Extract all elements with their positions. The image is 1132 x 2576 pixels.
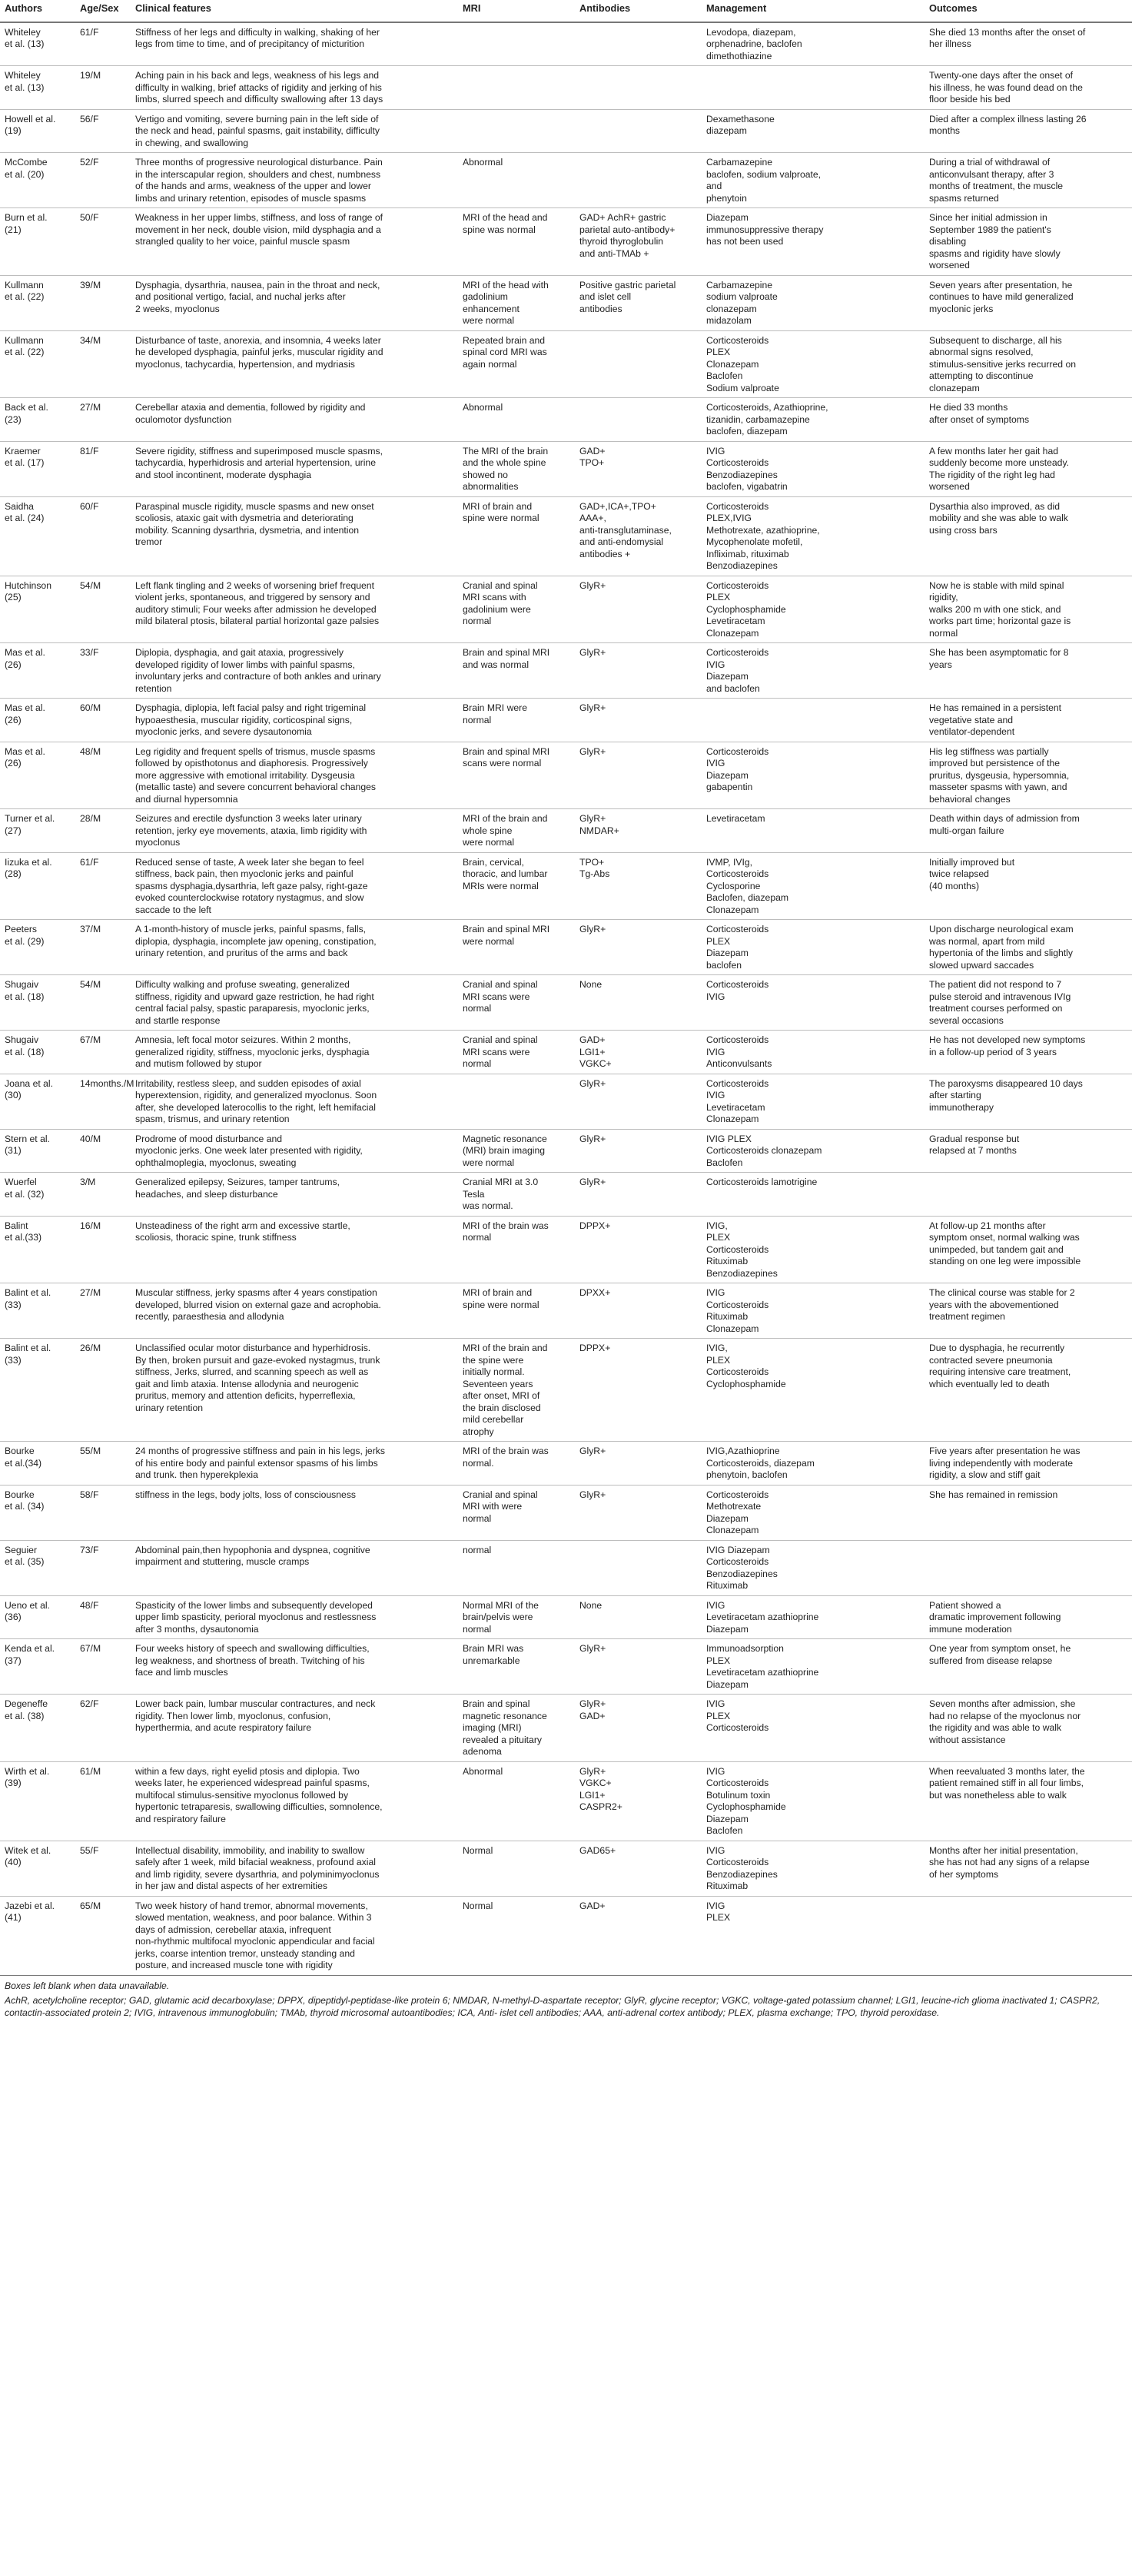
cell-mri: Cranial and spinal MRI scans were normal [458, 975, 575, 1031]
cell-age-sex: 39/M [75, 275, 131, 330]
cell-authors: Hutchinson (25) [0, 576, 75, 643]
cell-age-sex: 54/M [75, 975, 131, 1031]
table-row [0, 1595, 1132, 1639]
cell-mri: MRI of the head with gadolinium enhancement were normal [458, 275, 575, 330]
table-row [0, 699, 1132, 742]
table-row [0, 496, 1132, 576]
cell-antibodies [575, 109, 702, 153]
cell-authors: Whiteley et al. (13) [0, 22, 75, 66]
table-row [0, 920, 1132, 975]
cell-age-sex: 37/M [75, 920, 131, 975]
cell-mri: MRI of the brain and the spine were initially normal. Seventeen years after onset, MRI of the brain disclosed mild cerebellar atrophy [458, 1339, 575, 1442]
cell-age-sex: 54/M [75, 576, 131, 643]
cell-management: Corticosteroids IVIG Diazepam and baclofen [702, 643, 925, 699]
cell-antibodies: GlyR+ [575, 699, 702, 742]
cell-antibodies: GlyR+ [575, 576, 702, 643]
cell-management: Dexamethasone diazepam [702, 109, 925, 153]
cell-clinical-features: Abdominal pain,then hypophonia and dyspnea, cognitive impairment and stuttering, muscle cramps [131, 1540, 458, 1595]
table-row [0, 742, 1132, 809]
cell-authors: Saidha et al. (24) [0, 496, 75, 576]
cell-clinical-features: Prodrome of mood disturbance and myoclonic jerks. One week later presented with rigidity, ophthalmoplegia, myoclonus, sweating [131, 1129, 458, 1173]
cell-antibodies [575, 398, 702, 442]
cell-outcomes: Now he is stable with mild spinal rigidity, walks 200 m with one stick, and works part time; horizontal gaze is normal [925, 576, 1132, 643]
cell-outcomes: A few months later her gait had suddenly become more unsteady. The rigidity of the right leg had worsened [925, 441, 1132, 496]
cell-mri: Cranial and spinal MRI scans with gadolinium were normal [458, 576, 575, 643]
cell-management: Corticosteroids PLEX Cyclophosphamide Levetiracetam Clonazepam [702, 576, 925, 643]
cell-management: IVIG PLEX Corticosteroids clonazepam Baclofen [702, 1129, 925, 1173]
cell-authors: Jazebi et al. (41) [0, 1896, 75, 1975]
cell-antibodies: GAD+ TPO+ [575, 441, 702, 496]
cell-age-sex: 50/F [75, 208, 131, 276]
cell-management: IVIG Levetiracetam azathioprine Diazepam [702, 1595, 925, 1639]
table-row [0, 1695, 1132, 1762]
table-row [0, 1074, 1132, 1129]
cell-outcomes: He died 33 months after onset of symptoms [925, 398, 1132, 442]
cell-management: IVIG, PLEX Corticosteroids Cyclophosphamide [702, 1339, 925, 1442]
cell-authors: Degeneffe et al. (38) [0, 1695, 75, 1762]
cell-outcomes: Upon discharge neurological exam was normal, apart from mild hypertonia of the limbs and slightly slowed upward saccades [925, 920, 1132, 975]
table-header [0, 0, 1132, 22]
cell-mri: Magnetic resonance (MRI) brain imaging were normal [458, 1129, 575, 1173]
cell-antibodies: Positive gastric parietal and islet cell antibodies [575, 275, 702, 330]
table-row [0, 153, 1132, 208]
table-row [0, 330, 1132, 398]
table-row [0, 1283, 1132, 1339]
cell-management: IVIG Corticosteroids Botulinum toxin Cyclophosphamide Diazepam Baclofen [702, 1761, 925, 1841]
cell-mri [458, 109, 575, 153]
cell-outcomes: Twenty-one days after the onset of his illness, he was found dead on the floor beside his bed [925, 66, 1132, 110]
cell-management: Corticosteroids IVIG Anticonvulsants [702, 1031, 925, 1074]
cell-antibodies: GlyR+ GAD+ [575, 1695, 702, 1762]
cell-management: Corticosteroids lamotrigine [702, 1173, 925, 1217]
cell-antibodies: None [575, 1595, 702, 1639]
cell-clinical-features: Unsteadiness of the right arm and excessive startle, scoliosis, thoracic spine, trunk stiffness [131, 1216, 458, 1283]
table-body [0, 22, 1132, 1976]
cell-age-sex: 28/M [75, 809, 131, 853]
cell-age-sex: 27/M [75, 398, 131, 442]
cell-age-sex: 62/F [75, 1695, 131, 1762]
cell-mri: Abnormal [458, 398, 575, 442]
cell-outcomes: She died 13 months after the onset of her illness [925, 22, 1132, 66]
table-row [0, 1896, 1132, 1975]
cell-outcomes: One year from symptom onset, he suffered from disease relapse [925, 1639, 1132, 1695]
cell-clinical-features: Leg rigidity and frequent spells of trismus, muscle spasms followed by opisthotonus and diaphoresis. Progressively more aggressive with emotional irritability. Dysgeusia (metallic taste) and severe concurrent behavioral changes and diurnal hypersomnia [131, 742, 458, 809]
cell-clinical-features: 24 months of progressive stiffness and pain in his legs, jerks of his entire body and painful extensor spasms of his limbs and trunk. then hyperekplexia [131, 1442, 458, 1486]
cell-antibodies: GlyR+ VGKC+ LGI1+ CASPR2+ [575, 1761, 702, 1841]
cell-mri: MRI of the brain was normal. [458, 1442, 575, 1486]
cell-clinical-features: Vertigo and vomiting, severe burning pain in the left side of the neck and head, painful spasms, gait instability, difficulty in chewing, and swallowing [131, 109, 458, 153]
cell-mri: MRI of the brain was normal [458, 1216, 575, 1283]
cell-outcomes [925, 1540, 1132, 1595]
cell-mri: Brain and spinal magnetic resonance imaging (MRI) revealed a pituitary adenoma [458, 1695, 575, 1762]
cell-outcomes: Initially improved but twice relapsed (40 months) [925, 852, 1132, 920]
cell-mri: Brain, cervical, thoracic, and lumbar MRIs were normal [458, 852, 575, 920]
cell-age-sex: 55/F [75, 1841, 131, 1896]
cell-mri [458, 1074, 575, 1129]
cell-antibodies: GlyR+ NMDAR+ [575, 809, 702, 853]
cell-authors: Shugaiv et al. (18) [0, 1031, 75, 1074]
cell-age-sex: 67/M [75, 1031, 131, 1074]
cell-age-sex: 61/F [75, 22, 131, 66]
cell-clinical-features: Stiffness of her legs and difficulty in walking, shaking of her legs from time to time, and of precipitancy of micturition [131, 22, 458, 66]
table-row [0, 1442, 1132, 1486]
cell-outcomes: During a trial of withdrawal of anticonvulsant therapy, after 3 months of treatment, the muscle spasms returned [925, 153, 1132, 208]
cell-clinical-features: Four weeks history of speech and swallowing difficulties, leg weakness, and shortness of breath. Twitching of his face and limb muscles [131, 1639, 458, 1695]
cell-authors: McCombe et al. (20) [0, 153, 75, 208]
cell-outcomes: Subsequent to discharge, all his abnormal signs resolved, stimulus-sensitive jerks recurred on attempting to discontinue clonazepam [925, 330, 1132, 398]
cell-clinical-features: Muscular stiffness, jerky spasms after 4 years constipation developed, blurred vision on external gaze and acrophobia. recently, paraesthesia and allodynia [131, 1283, 458, 1339]
cell-clinical-features: Unclassified ocular motor disturbance and hyperhidrosis. By then, broken pursuit and gaze-evoked nystagmus, trunk stiffness, Jerks, slurred, and scanning speech as well as gait and limb ataxia. Intense allodynia and neurogenic pruritus, memory and attention deficits, hyperreflexia, urinary retention [131, 1339, 458, 1442]
cell-authors: Balint et al. (33) [0, 1339, 75, 1442]
cell-age-sex: 52/F [75, 153, 131, 208]
cell-antibodies [575, 153, 702, 208]
table-row [0, 1761, 1132, 1841]
cell-authors: Mas et al. (26) [0, 699, 75, 742]
cell-mri: Brain MRI were normal [458, 699, 575, 742]
cell-mri: normal [458, 1540, 575, 1595]
cell-outcomes: Due to dysphagia, he recurrently contracted severe pneumonia requiring intensive care treatment, which eventually led to death [925, 1339, 1132, 1442]
table-row [0, 208, 1132, 276]
cell-authors: Bourke et al.(34) [0, 1442, 75, 1486]
cell-outcomes: The clinical course was stable for 2 years with the abovementioned treatment regimen [925, 1283, 1132, 1339]
cell-authors: Mas et al. (26) [0, 742, 75, 809]
header-antibodies: Antibodies [575, 0, 702, 22]
cell-age-sex: 14months./M [75, 1074, 131, 1129]
cell-age-sex: 19/M [75, 66, 131, 110]
cell-outcomes [925, 1173, 1132, 1217]
table-row [0, 1485, 1132, 1540]
cell-management: Corticosteroids, Azathioprine, tizanidin, carbamazepine baclofen, diazepam [702, 398, 925, 442]
cell-clinical-features: A 1-month-history of muscle jerks, painful spasms, falls, diplopia, dysphagia, incomplete jaw opening, constipation, urinary retention, and pruritus of the arms and back [131, 920, 458, 975]
table-row [0, 1639, 1132, 1695]
cell-outcomes: Dysarthia also improved, as did mobility and she was able to walk using cross bars [925, 496, 1132, 576]
cell-mri: Abnormal [458, 153, 575, 208]
cell-age-sex: 40/M [75, 1129, 131, 1173]
cell-clinical-features: Disturbance of taste, anorexia, and insomnia, 4 weeks later he developed dysphagia, painful jerks, muscular rigidity and myoclonus, tachycardia, hypertension, and mydriasis [131, 330, 458, 398]
cell-management: Diazepam immunosuppressive therapy has not been used [702, 208, 925, 276]
header-mri: MRI [458, 0, 575, 22]
cell-outcomes: Patient showed a dramatic improvement following immune moderation [925, 1595, 1132, 1639]
cell-age-sex: 73/F [75, 1540, 131, 1595]
table-row [0, 852, 1132, 920]
cell-mri: Normal MRI of the brain/pelvis were normal [458, 1595, 575, 1639]
table-row [0, 1841, 1132, 1896]
cell-authors: Witek et al. (40) [0, 1841, 75, 1896]
cell-mri: Brain and spinal MRI and was normal [458, 643, 575, 699]
cell-clinical-features: Paraspinal muscle rigidity, muscle spasms and new onset scoliosis, ataxic gait with dysmetria and deteriorating mobility. Scanning dysarthria, dysmetria, and intention tremor [131, 496, 458, 576]
cell-age-sex: 34/M [75, 330, 131, 398]
table-row [0, 22, 1132, 66]
cell-outcomes: Seven years after presentation, he continues to have mild generalized myoclonic jerks [925, 275, 1132, 330]
cell-mri: Normal [458, 1841, 575, 1896]
cell-mri [458, 66, 575, 110]
cell-age-sex: 55/M [75, 1442, 131, 1486]
cell-antibodies: TPO+ Tg-Abs [575, 852, 702, 920]
cell-outcomes: His leg stiffness was partially improved but persistence of the pruritus, dysgeusia, hypersomnia, masseter spasms with yawn, and behavioral changes [925, 742, 1132, 809]
cell-clinical-features: Left flank tingling and 2 weeks of worsening brief frequent violent jerks, spontaneous, and triggered by sensory and auditory stimuli; Four weeks after admission he developed mild bilateral ptosis, bilateral partial horizontal gaze palsies [131, 576, 458, 643]
cell-management: Corticosteroids IVIG Levetiracetam Clonazepam [702, 1074, 925, 1129]
cell-authors: Balint et al. (33) [0, 1283, 75, 1339]
cell-age-sex: 48/F [75, 1595, 131, 1639]
cell-mri: Repeated brain and spinal cord MRI was again normal [458, 330, 575, 398]
cell-clinical-features: within a few days, right eyelid ptosis and diplopia. Two weeks later, he experienced widespread painful spasms, multifocal stimulus-sensitive myoclonus followed by hypertonic tetraparesis, swallowing difficulties, somnolence, and respiratory failure [131, 1761, 458, 1841]
cell-antibodies: DPXX+ [575, 1283, 702, 1339]
cell-age-sex: 60/M [75, 699, 131, 742]
cell-clinical-features: Dysphagia, diplopia, left facial palsy and right trigeminal hypoaesthesia, muscular rigidity, corticospinal signs, myoclonic jerks, and severe dysautonomia [131, 699, 458, 742]
cell-mri: Normal [458, 1896, 575, 1975]
table-row [0, 398, 1132, 442]
cell-authors: Stern et al. (31) [0, 1129, 75, 1173]
cell-management: Corticosteroids PLEX Diazepam baclofen [702, 920, 925, 975]
cell-authors: Joana et al. (30) [0, 1074, 75, 1129]
cell-antibodies: GlyR+ [575, 1074, 702, 1129]
cell-management: IVIG Corticosteroids Benzodiazepines Rituximab [702, 1841, 925, 1896]
cell-age-sex: 56/F [75, 109, 131, 153]
cell-antibodies: GlyR+ [575, 1485, 702, 1540]
table-row [0, 809, 1132, 853]
cell-outcomes [925, 1896, 1132, 1975]
cell-authors: Kullmann et al. (22) [0, 330, 75, 398]
cell-antibodies: GAD+ [575, 1896, 702, 1975]
cell-authors: Kullmann et al. (22) [0, 275, 75, 330]
cell-age-sex: 61/M [75, 1761, 131, 1841]
cell-antibodies: DPPX+ [575, 1216, 702, 1283]
cell-management: IVIG Corticosteroids Rituximab Clonazepam [702, 1283, 925, 1339]
cell-age-sex: 61/F [75, 852, 131, 920]
cell-clinical-features: Diplopia, dysphagia, and gait ataxia, progressively developed rigidity of lower limbs with painful spasms, involuntary jerks and contracture of both ankles and urinary retention [131, 643, 458, 699]
table-row [0, 1129, 1132, 1173]
cell-authors: Shugaiv et al. (18) [0, 975, 75, 1031]
cell-mri: Brain and spinal MRI were normal [458, 920, 575, 975]
cell-outcomes: At follow-up 21 months after symptom onset, normal walking was unimpeded, but tandem gait and standing on one leg were impossible [925, 1216, 1132, 1283]
cell-authors: Ueno et al. (36) [0, 1595, 75, 1639]
cell-clinical-features: Spasticity of the lower limbs and subsequently developed upper limb spasticity, perioral myoclonus and restlessness after 3 months, dysautonomia [131, 1595, 458, 1639]
cell-age-sex: 16/M [75, 1216, 131, 1283]
cell-antibodies: GlyR+ [575, 1173, 702, 1217]
cell-age-sex: 67/M [75, 1639, 131, 1695]
cell-outcomes: The paroxysms disappeared 10 days after starting immunotherapy [925, 1074, 1132, 1129]
cell-age-sex: 33/F [75, 643, 131, 699]
cell-management: Immunoadsorption PLEX Levetiracetam azathioprine Diazepam [702, 1639, 925, 1695]
cell-clinical-features: Difficulty walking and profuse sweating, generalized stiffness, rigidity and upward gaze restriction, he had right central facial palsy, spastic paraparesis, myoclonic jerks, and startle response [131, 975, 458, 1031]
table-row [0, 643, 1132, 699]
cell-authors: Back et al. (23) [0, 398, 75, 442]
cell-mri: Cranial and spinal MRI scans were normal [458, 1031, 575, 1074]
cell-antibodies: GlyR+ [575, 920, 702, 975]
cell-age-sex: 65/M [75, 1896, 131, 1975]
cell-mri: MRI of the brain and whole spine were normal [458, 809, 575, 853]
cell-antibodies: GAD+ AchR+ gastric parietal auto-antibody+ thyroid thyroglobulin and anti-TMAb + [575, 208, 702, 276]
cell-management: Corticosteroids Methotrexate Diazepam Clonazepam [702, 1485, 925, 1540]
cell-outcomes: Months after her initial presentation, she has not had any signs of a relapse of her symptoms [925, 1841, 1132, 1896]
cell-mri: Abnormal [458, 1761, 575, 1841]
cell-authors: Wuerfel et al. (32) [0, 1173, 75, 1217]
cell-management: IVIG PLEX [702, 1896, 925, 1975]
cell-mri: MRI of brain and spine were normal [458, 496, 575, 576]
header-outcomes: Outcomes [925, 0, 1132, 22]
cell-authors: Iizuka et al. (28) [0, 852, 75, 920]
cell-age-sex: 3/M [75, 1173, 131, 1217]
cell-authors: Bourke et al. (34) [0, 1485, 75, 1540]
cell-outcomes: Death within days of admission from multi-organ failure [925, 809, 1132, 853]
cell-authors: Mas et al. (26) [0, 643, 75, 699]
cell-outcomes: Gradual response but relapsed at 7 months [925, 1129, 1132, 1173]
cell-outcomes: Five years after presentation he was living independently with moderate rigidity, a slow and stiff gait [925, 1442, 1132, 1486]
cell-authors: Burn et al. (21) [0, 208, 75, 276]
cell-clinical-features: Irritability, restless sleep, and sudden episodes of axial hyperextension, rigidity, and generalized myoclonus. Soon after, she developed laterocollis to the right, left hemifacial spasm, trismus, and urinary retention [131, 1074, 458, 1129]
cell-clinical-features: Weakness in her upper limbs, stiffness, and loss of range of movement in her neck, double vision, mild dysphagia and a strangled quality to her voice, painful muscle spasm [131, 208, 458, 276]
cell-management: Levetiracetam [702, 809, 925, 853]
cell-antibodies: None [575, 975, 702, 1031]
cell-clinical-features: Lower back pain, lumbar muscular contractures, and neck rigidity. Then lower limb, myoclonus, confusion, hyperthermia, and acute respiratory failure [131, 1695, 458, 1762]
cell-antibodies: GlyR+ [575, 742, 702, 809]
cell-age-sex: 58/F [75, 1485, 131, 1540]
table-row [0, 1173, 1132, 1217]
cell-management: IVIG,Azathioprine Corticosteroids, diazepam phenytoin, baclofen [702, 1442, 925, 1486]
cell-outcomes: When reevaluated 3 months later, the patient remained stiff in all four limbs, but was nonetheless able to walk [925, 1761, 1132, 1841]
cell-authors: Whiteley et al. (13) [0, 66, 75, 110]
cell-mri: The MRI of the brain and the whole spine showed no abnormalities [458, 441, 575, 496]
cell-management: Corticosteroids IVIG [702, 975, 925, 1031]
header-age-sex: Age/Sex [75, 0, 131, 22]
cell-management [702, 699, 925, 742]
table-footer [0, 1976, 1132, 2020]
cell-age-sex: 81/F [75, 441, 131, 496]
cell-age-sex: 48/M [75, 742, 131, 809]
cell-authors: Turner et al. (27) [0, 809, 75, 853]
cell-management: Levodopa, diazepam, orphenadrine, baclofen dimethothiazine [702, 22, 925, 66]
cell-antibodies [575, 66, 702, 110]
cell-antibodies: GlyR+ [575, 1639, 702, 1695]
cell-authors: Wirth et al. (39) [0, 1761, 75, 1841]
cell-mri: MRI of brain and spine were normal [458, 1283, 575, 1339]
cell-mri: Cranial and spinal MRI with were normal [458, 1485, 575, 1540]
cell-age-sex: 26/M [75, 1339, 131, 1442]
cell-mri [458, 22, 575, 66]
cell-clinical-features: Severe rigidity, stiffness and superimposed muscle spasms, tachycardia, hyperhidrosis and arterial hypertension, urine and stool incontinent, moderate dysphagia [131, 441, 458, 496]
cell-management: Corticosteroids IVIG Diazepam gabapentin [702, 742, 925, 809]
cell-antibodies: GlyR+ [575, 1442, 702, 1486]
table-row [0, 275, 1132, 330]
table-row [0, 975, 1132, 1031]
cell-antibodies [575, 330, 702, 398]
footer-abbreviations: AchR, acetylcholine receptor; GAD, glutamic acid decarboxylase; DPPX, dipeptidyl-peptidase-like protein 6; NMDAR, N-methyl-D-aspartate receptor; GlyR, glycine receptor; VGKC, voltage-gated potassium channel; LGI1, leucine-rich glioma inactivated 1; CASPR2, contactin-associated protein 2; IVIG, intravenous immunoglobulin; TMAb, thyroid microsomal autoantibodies; ICA, Anti- islet cell antibodies; AAA, anti-adrenal cortex antibody; PLEX, plasma exchange; TPO, thyroid peroxidase. [5, 1995, 1100, 2018]
cell-management: IVIG, PLEX Corticosteroids Rituximab Benzodiazepines [702, 1216, 925, 1283]
cell-clinical-features: Reduced sense of taste, A week later she began to feel stiffness, back pain, then myoclonic jerks and painful spasms dysphagia,dysarthria, left gaze palsy, right-gaze evoked counterclockwise rotatory nystagmus, and slow saccade to the left [131, 852, 458, 920]
cell-management: Carbamazepine baclofen, sodium valproate, and phenytoin [702, 153, 925, 208]
cell-management: Carbamazepine sodium valproate clonazepam midazolam [702, 275, 925, 330]
cell-authors: Kraemer et al. (17) [0, 441, 75, 496]
cell-management: IVIG Diazepam Corticosteroids Benzodiazepines Rituximab [702, 1540, 925, 1595]
cell-antibodies [575, 22, 702, 66]
cell-clinical-features: Seizures and erectile dysfunction 3 weeks later urinary retention, jerky eye movements, ataxia, limb rigidity with myoclonus [131, 809, 458, 853]
table-row [0, 1031, 1132, 1074]
cell-authors: Balint et al.(33) [0, 1216, 75, 1283]
cell-clinical-features: Aching pain in his back and legs, weakness of his legs and difficulty in walking, brief attacks of rigidity and jerking of his limbs, slurred speech and difficulty swallowing after 13 days [131, 66, 458, 110]
cell-antibodies: DPPX+ [575, 1339, 702, 1442]
header-clinical-features: Clinical features [131, 0, 458, 22]
header-authors: Authors [0, 0, 75, 22]
table-row [0, 1540, 1132, 1595]
cell-management: IVIG PLEX Corticosteroids [702, 1695, 925, 1762]
cell-outcomes: The patient did not respond to 7 pulse steroid and intravenous IVIg treatment courses performed on several occasions [925, 975, 1132, 1031]
cell-age-sex: 27/M [75, 1283, 131, 1339]
table-row [0, 66, 1132, 110]
cell-outcomes: She has remained in remission [925, 1485, 1132, 1540]
footer-note: Boxes left blank when data unavailable. [5, 1980, 170, 1991]
cell-mri: Cranial MRI at 3.0 Tesla was normal. [458, 1173, 575, 1217]
cell-antibodies: GlyR+ [575, 1129, 702, 1173]
cell-clinical-features: Three months of progressive neurological disturbance. Pain in the interscapular region, shoulders and chest, numbness of the hands and arms, weakness of the upper and lower limbs and urinary retention, episodes of muscle spasms [131, 153, 458, 208]
cell-mri: Brain and spinal MRI scans were normal [458, 742, 575, 809]
cell-management [702, 66, 925, 110]
cell-outcomes: Seven months after admission, she had no relapse of the myoclonus nor the rigidity and was able to walk without assistance [925, 1695, 1132, 1762]
cell-antibodies [575, 1540, 702, 1595]
cell-management: IVMP, IVIg, Corticosteroids Cyclosporine Baclofen, diazepam Clonazepam [702, 852, 925, 920]
cell-mri: Brain MRI was unremarkable [458, 1639, 575, 1695]
table-row [0, 109, 1132, 153]
cell-clinical-features: Cerebellar ataxia and dementia, followed by rigidity and oculomotor dysfunction [131, 398, 458, 442]
header-management: Management [702, 0, 925, 22]
cell-clinical-features: Amnesia, left focal motor seizures. Within 2 months, generalized rigidity, stiffness, myoclonic jerks, dysphagia and mutism followed by stupor [131, 1031, 458, 1074]
cell-clinical-features: Generalized epilepsy, Seizures, tamper tantrums, headaches, and sleep disturbance [131, 1173, 458, 1217]
cell-outcomes: Since her initial admission in September 1989 the patient's disabling spasms and rigidity have slowly worsened [925, 208, 1132, 276]
cell-antibodies: GAD+ LGI1+ VGKC+ [575, 1031, 702, 1074]
cell-management: Corticosteroids PLEX Clonazepam Baclofen Sodium valproate [702, 330, 925, 398]
cell-management: IVIG Corticosteroids Benzodiazepines baclofen, vigabatrin [702, 441, 925, 496]
cell-antibodies: GAD65+ [575, 1841, 702, 1896]
cell-authors: Peeters et al. (29) [0, 920, 75, 975]
cell-clinical-features: Two week history of hand tremor, abnormal movements, slowed mentation, weakness, and poor balance. Within 3 days of admission, cerebellar ataxia, infrequent non-rhythmic multifocal myoclonic appendicular and facial jerks, coarse intention tremor, unsteady standing and posture, and increased muscle tone with rigidity [131, 1896, 458, 1975]
cell-management: Corticosteroids PLEX,IVIG Methotrexate, azathioprine, Mycophenolate mofetil, Infliximab, rituximab Benzodiazepines [702, 496, 925, 576]
table-row [0, 1339, 1132, 1442]
cell-clinical-features: Dysphagia, dysarthria, nausea, pain in the throat and neck, and positional vertigo, facial, and nuchal jerks after 2 weeks, myoclonus [131, 275, 458, 330]
cell-authors: Howell et al. (19) [0, 109, 75, 153]
cell-antibodies: GlyR+ [575, 643, 702, 699]
cell-clinical-features: stiffness in the legs, body jolts, loss of consciousness [131, 1485, 458, 1540]
cell-outcomes: Died after a complex illness lasting 26 months [925, 109, 1132, 153]
cell-age-sex: 60/F [75, 496, 131, 576]
cell-authors: Seguier et al. (35) [0, 1540, 75, 1595]
table-row [0, 1216, 1132, 1283]
cell-clinical-features: Intellectual disability, immobility, and inability to swallow safely after 1 week, mild bifacial weakness, profound axial and limb rigidity, severe dysarthria, and polyminimyoclonus in her jaw and distal aspects of her extremities [131, 1841, 458, 1896]
table-row [0, 576, 1132, 643]
cell-outcomes: He has remained in a persistent vegetative state and ventilator-dependent [925, 699, 1132, 742]
cell-outcomes: He has not developed new symptoms in a follow-up period of 3 years [925, 1031, 1132, 1074]
cell-mri: MRI of the head and spine was normal [458, 208, 575, 276]
cell-authors: Kenda et al. (37) [0, 1639, 75, 1695]
cell-outcomes: She has been asymptomatic for 8 years [925, 643, 1132, 699]
cell-antibodies: GAD+,ICA+,TPO+ AAA+, anti-transglutaminase, and anti-endomysial antibodies + [575, 496, 702, 576]
table-row [0, 441, 1132, 496]
